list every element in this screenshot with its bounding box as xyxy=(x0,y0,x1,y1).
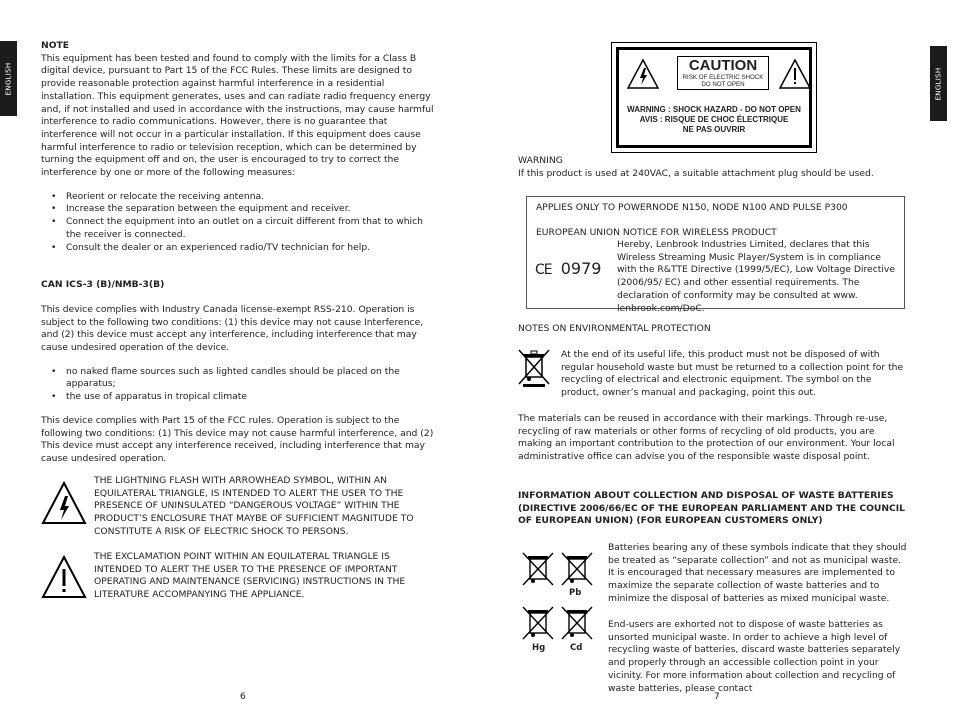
batteries-body-2: End-users are exhorted not to dispose of waste batteries as unsorted municipal waste. In order to achieve a high level of recycling waste of batteries, discard waste batteries separately and properly through an accessible collection point in your vicinity. For more information about collection and recycling of waste batteries, please contact xyxy=(608,619,901,694)
language-tab-label: ENGLISH xyxy=(934,67,943,100)
batteries-heading: INFORMATION ABOUT COLLECTION AND DISPOSAL OF WASTE BATTERIES (DIRECTIVE 2006/66/EC OF THE EUROPEAN PARLIAMENT AND THE COUNCIL OF EUROPEAN UNION) (FOR EUROPEAN CUSTOMERS ONLY) xyxy=(518,490,906,527)
materials-body: The materials can be reused in accordance with their markings. Through re-use, recycling of raw materials or other forms of recycling of old products, you are making an important contribution to the protection of our environment. Your local administrative office can advise you of the responsible waste disposal point. xyxy=(518,413,895,463)
list-item: • the use of apparatus in tropical climate xyxy=(41,391,438,404)
caution-sub-1: RISK OF ELECTRIC SHOCK xyxy=(682,74,764,81)
caution-warning-line-2: AVIS : RISQUE DE CHOC ÉLECTRIQUE xyxy=(639,115,789,124)
lightning-triangle-icon xyxy=(41,480,87,526)
ics-heading: CAN ICS-3 (B)/NMB-3(B) xyxy=(41,279,165,291)
page-number-left: 6 xyxy=(240,692,246,702)
environment-heading: NOTES ON ENVIRONMENTAL PROTECTION xyxy=(518,323,711,334)
warning-section xyxy=(518,155,908,180)
eu-notice-box xyxy=(526,196,905,314)
eu-notice-heading: EUROPEAN UNION NOTICE FOR WIRELESS PRODUCT xyxy=(536,227,777,238)
crossed-out-bin-icon xyxy=(517,348,551,388)
battery-label-hg: Hg xyxy=(532,643,546,653)
battery-symbols xyxy=(517,548,602,658)
caution-warning xyxy=(619,105,809,135)
exclamation-symbol-text: THE EXCLAMATION POINT WITHIN AN EQUILATERAL TRIANGLE IS INTENDED TO ALERT THE USER TO THE PRESENCE OF IMPORTANT OPERATING AND MAINTENANCE (SERVICING) INSTRUCTIONS IN THE LITERATURE ACCOMPANYING THE APPLIANCE. xyxy=(94,551,406,601)
ce-mark xyxy=(535,260,601,279)
language-tab-right xyxy=(930,46,947,121)
ce-number: 0979 xyxy=(560,259,602,278)
caution-warning-line-1: WARNING : SHOCK HAZARD - DO NOT OPEN xyxy=(627,105,801,114)
list-item: • Increase the separation between the equipment and receiver. xyxy=(41,203,438,216)
caution-warning-line-3: NE PAS OUVRIR xyxy=(682,125,746,134)
flame-bullets-list xyxy=(41,366,438,404)
ics-body: This device complies with Industry Canada license-exempt RSS-210. Operation is subject to the following two conditions: (1) this device may not cause Interference, and (2) this device must accept any interference, including interference that may cause undesired operation of the device. xyxy=(41,303,424,354)
list-item: • Reorient or relocate the receiving antenna. xyxy=(41,191,438,204)
fcc-body: This device complies with Part 15 of the FCC rules. Operation is subject to the following two conditions: (1) This device may not cause harmful interference, and (2) This device must accept any interference received, including interference that may cause undesired operation. xyxy=(41,414,434,464)
caution-sub-2: DO NOT OPEN xyxy=(701,81,745,89)
applies-text: APPLIES ONLY TO POWERNODE N150, NODE N100 AND PULSE P300 xyxy=(536,202,848,213)
caution-header xyxy=(677,56,769,90)
exclamation-triangle-icon xyxy=(778,58,812,90)
environment-body: At the end of its useful life, this product must not be disposed of with regular household waste but must be returned to a collection point for the recycling of electrical and electronic equipment. The symbol on the product, owner’s manual and packaging, point this out. xyxy=(561,349,904,399)
caution-label xyxy=(611,42,817,153)
page-number-right: 7 xyxy=(714,692,720,702)
lightning-symbol-text: THE LIGHTNING FLASH WITH ARROWHEAD SYMBOL, WITHIN AN EQUILATERAL TRIANGLE, IS INTENDED TO ALERT THE USER TO THE PRESENCE OF UNINSULATED “DANGEROUS VOLTAGE” WITHIN THE PRODUCT’S ENCLOSURE THAT MAYBE OF SUFFICIENT MAGNITUDE TO CONSTITUTE A RISK OF ELECTRIC SHOCK TO PERSONS. xyxy=(94,475,414,537)
batteries-body-1: Batteries bearing any of these symbols indicate that they should be treated as “separate collection” and not as municipal waste. It is encouraged that necessary measures are implemented to maximize the separate collection of waste batteries and to minimize the disposal of batteries as mixed municipal waste. xyxy=(608,542,907,604)
ce-symbol: CE xyxy=(535,262,552,278)
caution-title: CAUTION xyxy=(688,57,758,74)
crossed-out-bin-icon xyxy=(559,604,595,642)
note-body: This equipment has been tested and found to comply with the limits for a Class B digital device, pursuant to Part 15 of the FCC Rules. These limits are designed to provide reasonable protection against harmful interference in a residential installation. This equipment generates, uses and can radiate radio frequency energy and, if not installed and used in accordance with the instructions, may cause harmful interference to radio communications. However, there is no guarantee that interference will not occur in a particular installation. If this equipment does cause harmful interference to radio or television reception, which can be determined by turning the equipment off and on, the user is encouraged to try to correct the interference by one or more of the following measures: xyxy=(41,52,434,179)
battery-label-cd: Cd xyxy=(570,643,583,653)
list-item: • no naked flame sources such as lighted candles should be placed on the apparatus; xyxy=(41,366,438,391)
lightning-triangle-icon xyxy=(626,58,660,90)
crossed-out-bin-icon xyxy=(520,550,556,588)
interference-measures-list xyxy=(41,191,438,255)
exclamation-triangle-icon xyxy=(41,554,87,600)
eu-notice-body: Hereby, Lenbrook Industries Limited, declares that this Wireless Streaming Music Player/System is in compliance with the R&TTE Directive (1999/5/EC), Low Voltage Directive (2006/95/ EC) and other essential requirements. The declaration of conformity may be consulted at www. lenbrook.com/DoC. xyxy=(617,239,896,314)
battery-label-pb: Pb xyxy=(569,588,582,598)
list-item: • Connect the equipment into an outlet on a circuit different from that to which the receiver is connected. xyxy=(41,216,438,241)
warning-heading: WARNING xyxy=(518,155,563,166)
left-page xyxy=(41,40,438,466)
language-tab-label: ENGLISH xyxy=(4,62,13,95)
crossed-out-bin-icon xyxy=(559,550,595,588)
language-tab-left xyxy=(0,41,17,116)
note-heading: NOTE xyxy=(41,40,70,51)
warning-body: If this product is used at 240VAC, a suitable attachment plug should be used. xyxy=(518,167,874,179)
list-item: • Consult the dealer or an experienced radio/TV technician for help. xyxy=(41,242,438,255)
crossed-out-bin-icon xyxy=(520,604,556,642)
